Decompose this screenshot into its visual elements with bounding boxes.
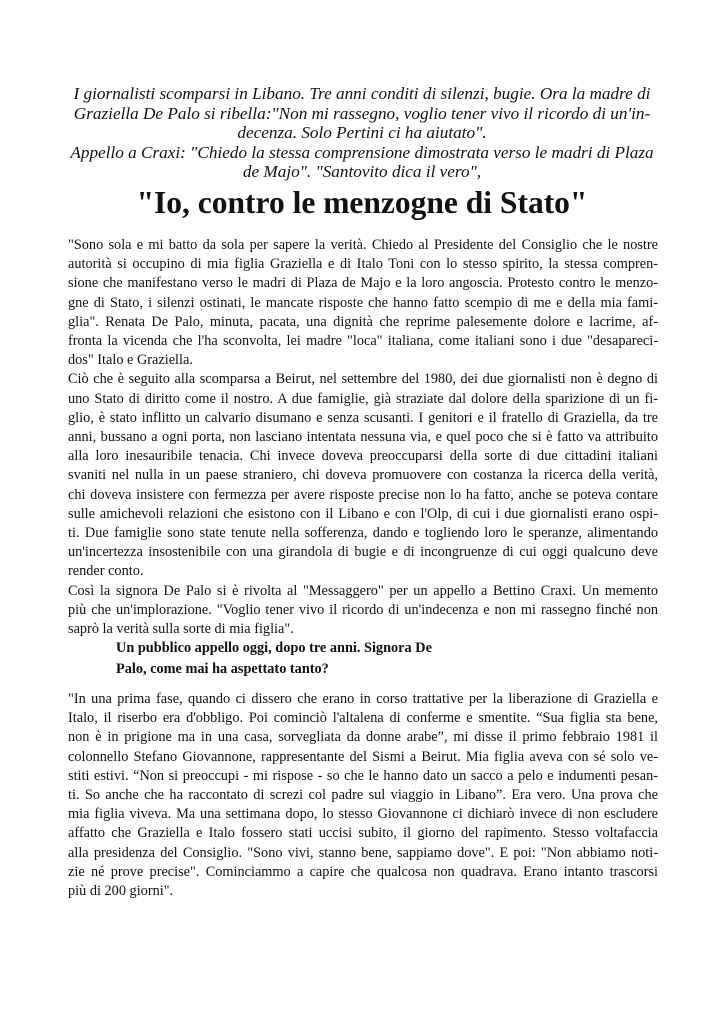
text-line: zie né prove precise". Cominciammo a capire che qualcosa non quadrava. Erano intanto trascorsi — [68, 863, 658, 880]
text-line: un'incertezza insostenibile con una girandola di bugie e di incongruenze di cui oggi qualcuno deve — [68, 544, 658, 561]
text-line: sione che manifestano verso le madri di Plaza de Majo e la loro angoscia. Protesto contro le menzo- — [68, 275, 658, 292]
text-line: ti. So anche che ha raccontato di screzi col padre sul viaggio in Libano”. Era vero. Una prova che — [68, 787, 658, 804]
article-headline: "Io, contro le menzogne di Stato" — [136, 185, 588, 220]
deck-line: Appello a Craxi: "Chiedo la stessa comprensione dimostrata verso le madri di Plaza — [70, 142, 654, 162]
paragraph-4 — [68, 690, 658, 901]
text-line: Ciò che è seguito alla scomparsa a Beirut, nel settembre del 1980, dei due giornalisti non è degno di — [68, 371, 658, 388]
text-line: più che un'implorazione. "Voglio tener vivo il ricordo di un'indecenza e non mi rassegno finché non — [68, 601, 658, 618]
question-line: Palo, come mai ha aspettato tanto? — [116, 661, 329, 677]
text-line: svaniti nel nulla in un paese straniero, chi doveva promuovere con costanza la ricerca della verità, — [68, 467, 658, 484]
text-line: render conto. — [68, 563, 144, 580]
interview-question — [116, 638, 436, 680]
text-line: affatto che Graziella e Italo fossero stati uccisi subito, il giorno del rapimento. Stesso voltafaccia — [68, 825, 658, 842]
text-line: autorità si occupino di mia figlia Graziella e di Italo Toni con lo stesso spirito, la stessa compren- — [68, 256, 658, 273]
text-line: sulle amichevoli relazioni che esistono con il Libano e con l'Olp, di cui i due giornalisti erano ospi- — [68, 505, 658, 522]
text-line: fronta la vicenda che l'ha sconvolta, lei madre "loca" italiana, come italiani sono i due "desapareci- — [68, 333, 658, 350]
paragraph-2 — [68, 370, 658, 581]
deck-line: de Majo". "Santovito dica il vero", — [242, 162, 482, 182]
text-line: saprò la verità sulla sorte di mia figlia". — [68, 621, 294, 637]
text-line: alla loro inesauribile tenacia. Chi invece doveva preoccuparsi della sorte di due cittadini italiani — [68, 448, 658, 465]
paragraph-1 — [68, 236, 658, 370]
text-line: "Sono sola e mi batto da sola per sapere la verità. Chiedo al Presidente del Consiglio che le nostre — [68, 237, 658, 253]
text-line: glia". Renata De Palo, minuta, pacata, una dignità che reprime palesemente dolore e lacrime, af- — [68, 313, 658, 330]
text-line: dos" Italo e Graziella. — [68, 352, 193, 369]
text-line: anni, bussano a ogni porta, non lasciano intentata nessuna via, e quel poco che si è fatto va attribuito — [68, 429, 658, 445]
paragraph-3 — [68, 582, 658, 640]
text-line: mia figlia viveva. Ma una settimana dopo, lo stesso Giovannone ci dichiarò invece di non escludere — [68, 806, 658, 823]
deck-line: Graziella De Palo si ribella:"Non mi rassegno, voglio tener vivo il ricordo di un'in- — [73, 103, 651, 123]
article-deck — [60, 84, 664, 182]
text-line: uno Stato di diritto come il nostro. A due famiglie, già straziate dal dolore della sparizione di un fi- — [68, 390, 658, 407]
text-line: non è in prigione ma in una casa, sorvegliata da donne arabe”, mi disse il primo febbraio 1981 il — [68, 729, 658, 746]
text-line: gne di Stato, i silenzi ostinati, le mancate risposte che hanno fatto scempio di me e della mia fami- — [68, 294, 658, 311]
question-line: Un pubblico appello oggi, dopo tre anni. Signora De — [116, 640, 432, 656]
deck-line: decenza. Solo Pertini ci ha aiutato". — [237, 123, 487, 143]
text-line: glio, è stato inflitto un calvario disumano e senza scusanti. I genitori e il fratello di Graziella, da tre — [68, 409, 658, 426]
text-line: stiti estivi. “Non si preoccupi - mi rispose - so che le hanno dato un sacco a pelo e indumenti pesan- — [68, 767, 658, 784]
text-line: chi doveva insistere con fermezza per avere risposte precise non lo ha fatto, anche se poteva contare — [68, 486, 658, 503]
text-line: Italo, il riserbo era d'obbligo. Poi cominciò l'altalena di conferme e smentite. “Sua figlia sta bene, — [68, 710, 658, 727]
text-line: ti. Due famiglie sono state tenute nella sofferenza, dando e togliendo loro le speranze, alimentando — [68, 525, 658, 542]
text-line: più di 200 giorni". — [68, 883, 174, 900]
text-line: colonnello Stefano Giovannone, rappresentante del Sismi a Beirut. Mia figlia aveva con sé solo ve- — [68, 748, 658, 765]
text-line: "In una prima fase, quando ci dissero che erano in corso trattative per la liberazione di Graziella e — [68, 691, 658, 707]
text-line: Così la signora De Palo si è rivolta al "Messaggero" per un appello a Bettino Craxi. Un memento — [68, 582, 658, 599]
deck-line: I giornalisti scomparsi in Libano. Tre anni conditi di silenzi, bugie. Ora la madre di — [73, 84, 651, 103]
text-line: alla presidenza del Consiglio. "Sono vivi, stanno bene, sappiamo dove". E poi: "Non abbiamo noti- — [68, 844, 658, 861]
